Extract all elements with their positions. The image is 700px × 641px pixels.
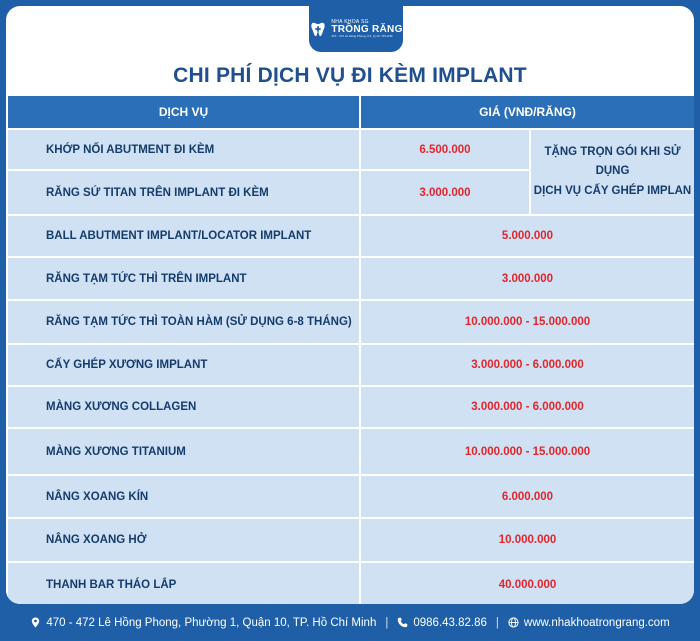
package-note: [530, 129, 694, 215]
service-price: 3.000.000: [360, 170, 530, 215]
page-title: CHI PHÍ DỊCH VỤ ĐI KÈM IMPLANT: [173, 64, 527, 87]
globe-icon: [508, 617, 519, 628]
service-price: 3.000.000 - 6.000.000: [360, 344, 694, 386]
table-row: [7, 129, 694, 170]
header-price: GIÁ (VNĐ/RĂNG): [360, 95, 694, 129]
price-card: [6, 6, 694, 604]
table-row: [7, 344, 694, 386]
service-price: 10.000.000 - 15.000.000: [360, 300, 694, 344]
address-text: 470 - 472 Lê Hồng Phong, Phường 1, Quận 10, TP. Hồ Chí Minh: [46, 616, 377, 629]
service-name: MÀNG XƯƠNG TITANIUM: [7, 428, 360, 475]
service-name: RĂNG TẠM TỨC THÌ TRÊN IMPLANT: [7, 257, 360, 300]
footer-divider: |: [495, 616, 499, 629]
service-name: KHỚP NỐI ABUTMENT ĐI KÈM: [7, 129, 360, 170]
footer-address: [30, 617, 376, 629]
service-name: BALL ABUTMENT IMPLANT/LOCATOR IMPLANT: [7, 215, 360, 257]
price-table: [6, 94, 694, 604]
logo-line-3: 470 - 472 Lê Hồng Phong, P.1, Q.10, TP.HCM: [331, 34, 393, 39]
tooth-logo-icon: [309, 20, 327, 38]
service-price: 6.500.000: [360, 129, 530, 170]
service-name: NÂNG XOANG KÍN: [7, 475, 360, 518]
table-row: [7, 386, 694, 428]
logo-line-1: NHA KHOA SG: [331, 18, 369, 25]
service-name: RĂNG SỨ TITAN TRÊN IMPLANT ĐI KÈM: [7, 170, 360, 215]
package-note-line-2: DỊCH VỤ CẤY GHÉP IMPLAN: [533, 184, 692, 197]
table-row: [7, 428, 694, 475]
service-price: 10.000.000 - 15.000.000: [360, 428, 694, 475]
footer-phone[interactable]: [397, 617, 487, 629]
service-price: 6.000.000: [360, 475, 694, 518]
footer-divider: |: [385, 616, 389, 629]
location-pin-icon: [30, 617, 41, 628]
table-row: [7, 215, 694, 257]
clinic-logo: [309, 6, 403, 52]
contact-footer: [0, 604, 700, 641]
service-price: 5.000.000: [360, 215, 694, 257]
service-price: 3.000.000 - 6.000.000: [360, 386, 694, 428]
header-service: DỊCH VỤ: [7, 95, 360, 129]
table-row: [7, 475, 694, 518]
table-row: [7, 562, 694, 604]
service-price: 40.000.000: [360, 562, 694, 604]
website-text: www.nhakhoatrongrang.com: [523, 616, 670, 629]
service-name: RĂNG TẠM TỨC THÌ TOÀN HÀM (SỬ DỤNG 6-8 THÁNG): [7, 300, 360, 344]
table-row: [7, 518, 694, 562]
logo-line-2: TRỒNG RĂNG: [331, 23, 403, 35]
footer-website[interactable]: [508, 617, 670, 629]
table-row: [7, 257, 694, 300]
phone-icon: [397, 617, 408, 628]
package-note-line-1: TẶNG TRỌN GÓI KHI SỬ DỤNG: [544, 145, 681, 178]
table-header-row: [7, 95, 694, 129]
service-name: NÂNG XOANG HỞ: [7, 518, 360, 562]
service-price: 10.000.000: [360, 518, 694, 562]
service-name: THANH BAR THÁO LẮP: [7, 562, 360, 604]
service-name: CẤY GHÉP XƯƠNG IMPLANT: [7, 344, 360, 386]
service-price: 3.000.000: [360, 257, 694, 300]
table-row: [7, 300, 694, 344]
service-name: MÀNG XƯƠNG COLLAGEN: [7, 386, 360, 428]
phone-text: 0986.43.82.86: [413, 616, 487, 629]
